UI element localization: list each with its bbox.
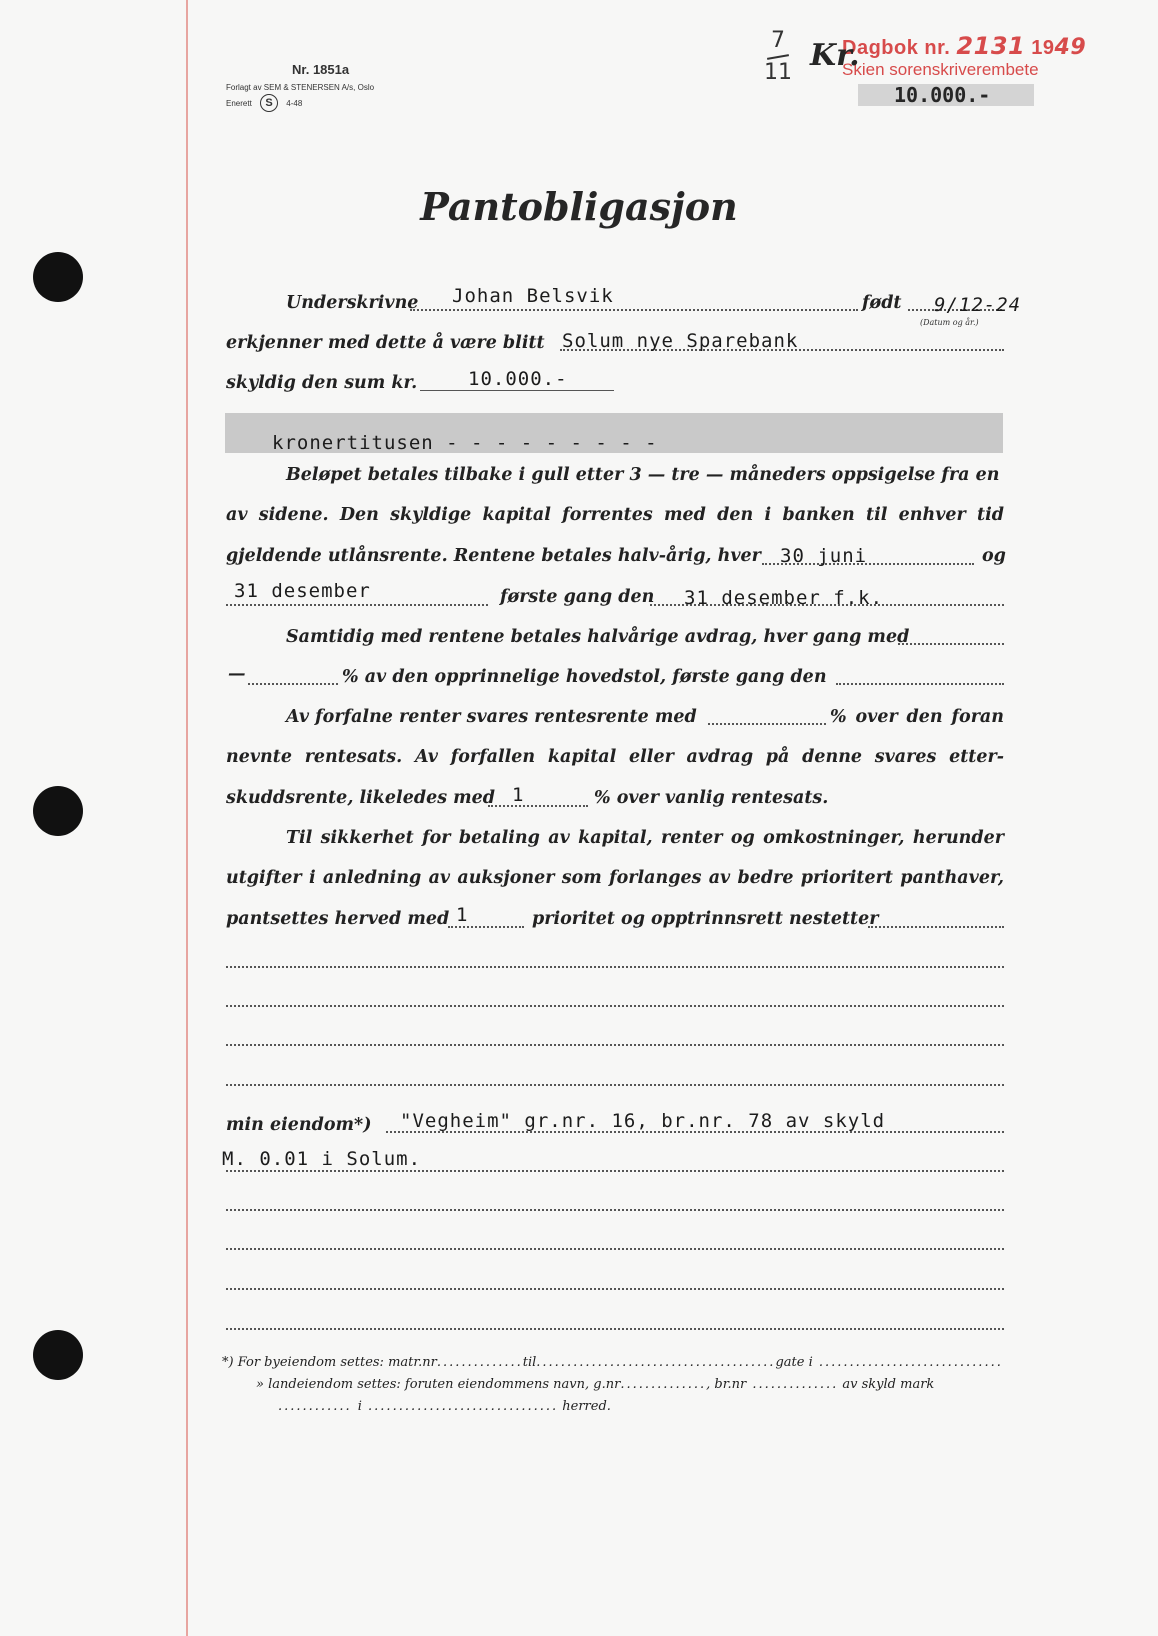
footnote-herred: herred. — [562, 1399, 611, 1414]
footnote-matr: *) For byeiendom settes: matr.nr — [222, 1355, 437, 1370]
date-top: 7 — [771, 28, 785, 53]
date-bottom: 11 — [764, 60, 792, 85]
footnote-til: til — [522, 1355, 537, 1370]
stamp-label: Dagbok nr. — [842, 37, 951, 59]
interest-date-2: 31 desember — [234, 580, 371, 602]
underskrivne-value: Johan Belsvik — [452, 285, 614, 307]
stamp-year-prefix: 19 — [1031, 37, 1055, 59]
stamp-office: Skien sorenskriverembete — [842, 60, 1039, 79]
publisher-code: 4-48 — [286, 99, 303, 108]
footnote-gate: gate i — [775, 1355, 813, 1370]
registration-stamp — [842, 32, 1086, 80]
blank-dots-1 — [226, 966, 1004, 968]
footnote-brnr: , br.nr — [706, 1377, 747, 1392]
etterskudd-value: 1 — [512, 784, 525, 806]
footnote-i: i — [357, 1399, 362, 1414]
body-line-7-end: % over den foran — [830, 707, 1004, 727]
body-line-1 — [286, 465, 1004, 485]
stamp-year-suffix: 49 — [1054, 35, 1087, 60]
body-line-12-end: prioritet og opptrinnsrett nestetter — [532, 909, 879, 929]
underskrivne-label: Underskrivne — [286, 293, 419, 313]
body-line-5: Samtidig med rentene betales halvårige avdrag, hver gang med — [286, 627, 910, 647]
fodt-label: født — [862, 293, 902, 313]
skyldig-label: skyldig den sum kr. — [226, 373, 418, 393]
interest-date-1: 30 juni — [780, 545, 868, 567]
amount-words: kronertitusen - - - - - - - - - — [272, 432, 658, 454]
avdrag-dots — [898, 643, 1004, 645]
percent-dots — [248, 683, 338, 685]
eiendom-label: min eiendom*) — [226, 1115, 372, 1135]
amount-header-value: 10.000.- — [858, 84, 1034, 106]
publisher-block — [226, 62, 426, 112]
eiendom-value-1: "Vegheim" gr.nr. 16, br.nr. 78 av skyld — [400, 1110, 886, 1132]
margin-line — [186, 0, 188, 1636]
etterskudd-dots — [488, 805, 588, 807]
blank-dots-6 — [226, 1248, 1004, 1250]
footnote-land: landeiendom settes: foruten eiendommens navn, g.nr — [268, 1377, 621, 1392]
body-line-12: pantsettes herved med — [226, 909, 450, 929]
footnote-skyld: av skyld mark — [842, 1377, 935, 1392]
erkjenner-label: erkjenner med dette å være blitt — [226, 333, 545, 353]
body-line-11: utgifter i anledning av auksjoner som forlanges av bedre prioritert panthaver, — [226, 868, 1004, 888]
publisher-line-2 — [226, 94, 426, 112]
body-line-10: Til sikkerhet for betaling av kapital, renter og omkostninger, herunder — [286, 828, 1004, 848]
punch-hole — [33, 786, 83, 836]
body-line-3: gjeldende utlånsrente. Rentene betales halv-årig, hver — [226, 546, 761, 566]
eiendom-value-2: M. 0.01 i Solum. — [222, 1148, 422, 1170]
blank-dots-7 — [226, 1288, 1004, 1290]
body-line-9: skuddsrente, likeledes med — [226, 788, 496, 808]
footnote-dots: .............. — [746, 1377, 839, 1392]
creditor-value: Solum nye Sparebank — [562, 330, 799, 352]
body-line-9-end: % over vanlig rentesats. — [594, 788, 829, 808]
percent-value: — — [228, 664, 246, 684]
prioritet-dots — [448, 926, 524, 928]
publisher-logo-icon: S — [260, 94, 278, 112]
punch-hole — [33, 252, 83, 302]
first-time-label: første gang den — [500, 587, 655, 607]
blank-dots-3 — [226, 1044, 1004, 1046]
publisher-rights: Enerett — [226, 99, 252, 108]
footnote-dots: .............................. — [812, 1355, 1003, 1370]
footnote-dots: ....................................... — [536, 1355, 776, 1370]
blank-dots-2 — [226, 1005, 1004, 1007]
body-line-2: av sidene. Den skyldige kapital forrentes med den i banken til enhver tid — [226, 505, 1004, 525]
body-line-6: % av den opprinnelige hovedstol, første gang den — [342, 667, 827, 687]
fodt-value: 9/12-24 — [934, 294, 1022, 316]
prioritet-value: 1 — [456, 904, 469, 926]
first-date-value: 31 desember f.k. — [684, 587, 884, 609]
fodt-hint: (Datum og år.) — [920, 318, 979, 327]
footnote-line-2 — [256, 1377, 934, 1392]
eiendom-dots-2 — [226, 1170, 1004, 1172]
footnote-dots: ............................... — [361, 1399, 559, 1414]
footnote-line-3 — [278, 1399, 611, 1414]
kr-label: Kr. — [810, 38, 860, 73]
publisher-name: Forlagt av SEM & STENERSEN A/s, Oslo — [226, 83, 375, 92]
first-avdrag-dots — [836, 683, 1004, 685]
rentesrente-dots — [708, 723, 826, 725]
date-fraction — [764, 28, 792, 86]
punch-hole — [33, 1330, 83, 1380]
footnote-dots: ............ — [278, 1399, 358, 1414]
publisher-line — [226, 83, 426, 92]
body-line-8: nevnte rentesats. Av forfallen kapital eller avdrag på denne svares etter- — [226, 747, 1004, 767]
sum-value: 10.000.- — [468, 368, 568, 390]
blank-dots-5 — [226, 1209, 1004, 1211]
stamp-number: 2131 — [956, 32, 1026, 60]
interest-date-2-dots — [226, 604, 488, 606]
footnote-dots: .............. — [436, 1355, 523, 1370]
blank-dots-4 — [226, 1084, 1004, 1086]
footnote-line-1 — [222, 1355, 1003, 1370]
body-line-1-text: Beløpet betales tilbake i gull etter 3 — tre — måneders oppsigelse fra en — [286, 465, 1000, 485]
body-line-3-end: og — [982, 546, 1006, 566]
underskrivne-dots — [410, 309, 858, 311]
blank-dots-8 — [226, 1328, 1004, 1330]
body-line-7: Av forfalne renter svares rentesrente med — [286, 707, 697, 727]
sum-underline — [420, 390, 614, 391]
page-title: Pantobligasjon — [420, 184, 738, 229]
nestetter-dots — [868, 926, 1004, 928]
footnote-prefix: » — [256, 1377, 264, 1392]
form-number: Nr. 1851a — [292, 62, 350, 77]
footnote-dots: .............. — [620, 1377, 707, 1392]
